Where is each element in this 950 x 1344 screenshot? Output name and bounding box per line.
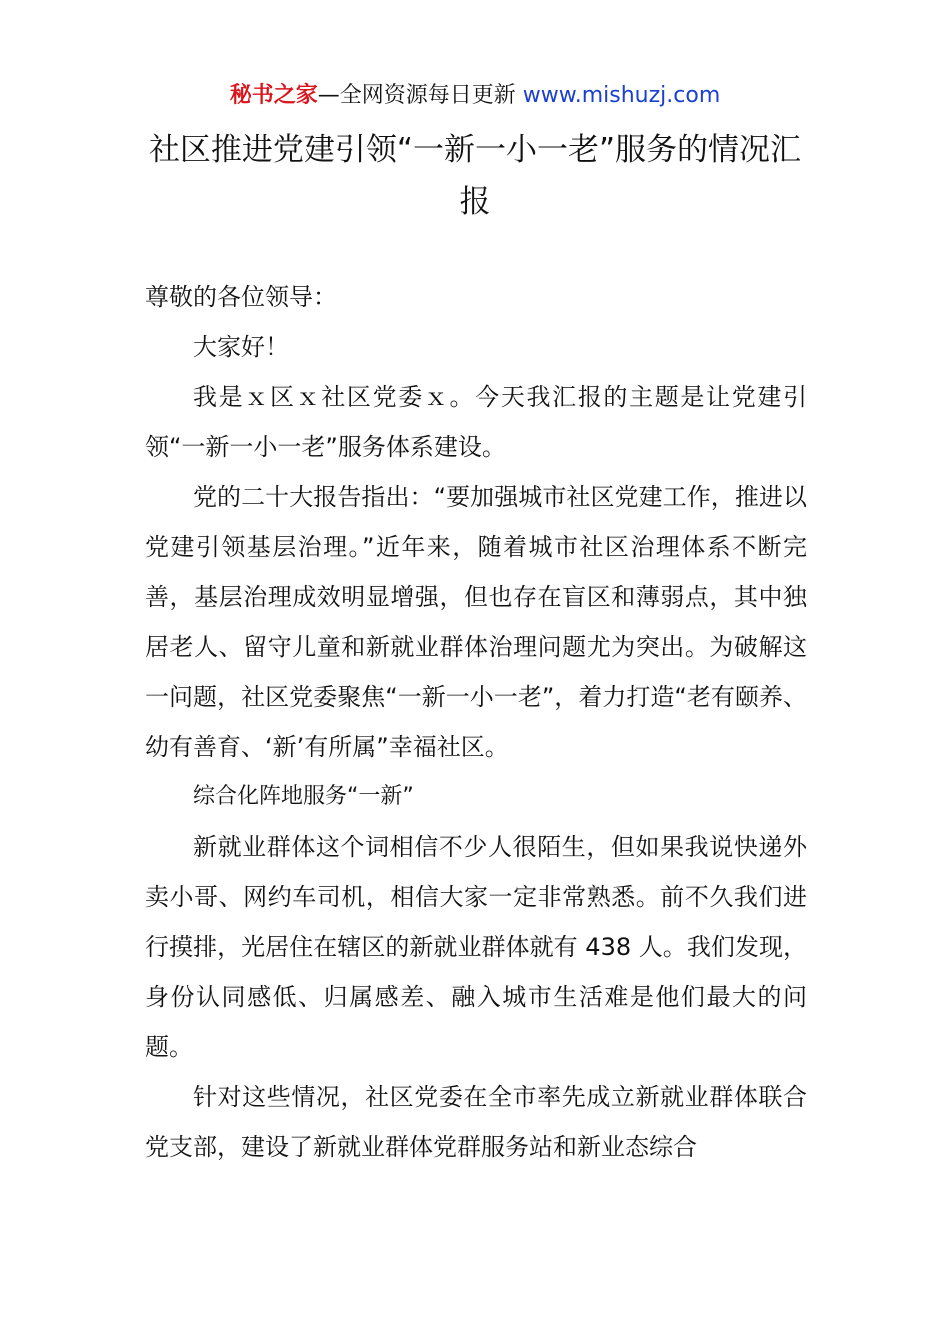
site-url[interactable]: www.mishuzj.com	[522, 83, 721, 108]
section-paragraph: 针对这些情况，社区党委在全市率先成立新就业群体联合党支部，建设了新就业群体党群服务站和新业态综合	[145, 1083, 807, 1161]
document-title: 社区推进党建引领“一新一小一老”服务的情况汇报	[148, 132, 802, 220]
section-paragraph: 新就业群体这个词相信不少人很陌生，但如果我说快递外卖小哥、网约车司机，相信大家一定非常熟悉。前不久我们进行摸排，光居住在辖区的新就业群体就有 438 人。我们发现，身份认同感低、归属感差、融入城市生活难是他们最大的问题。	[145, 833, 807, 1061]
section-heading: 综合化阵地服务“一新”	[193, 784, 414, 809]
document-body	[145, 272, 807, 1172]
greeting-paragraph: 大家好！	[193, 333, 289, 361]
header-tagline: —全网资源每日更新	[317, 83, 516, 108]
intro-paragraph: 我是ｘ区ｘ社区党委ｘ。今天我汇报的主题是让党建引领“一新一小一老”服务体系建设。	[145, 383, 807, 461]
site-header	[0, 80, 950, 112]
salutation: 尊敬的各位领导：	[145, 283, 337, 311]
background-paragraph: 党的二十大报告指出：“要加强城市社区党建工作，推进以党建引领基层治理。”近年来，随着城市社区治理体系不断完善，基层治理成效明显增强，但也存在盲区和薄弱点，其中独居老人、留守儿童和新就业群体治理问题尤为突出。为破解这一问题，社区党委聚焦“一新一小一老”，着力打造“老有颐养、幼有善育、‘新’有所属”幸福社区。	[145, 483, 807, 761]
brand-name: 秘书之家	[229, 83, 318, 108]
